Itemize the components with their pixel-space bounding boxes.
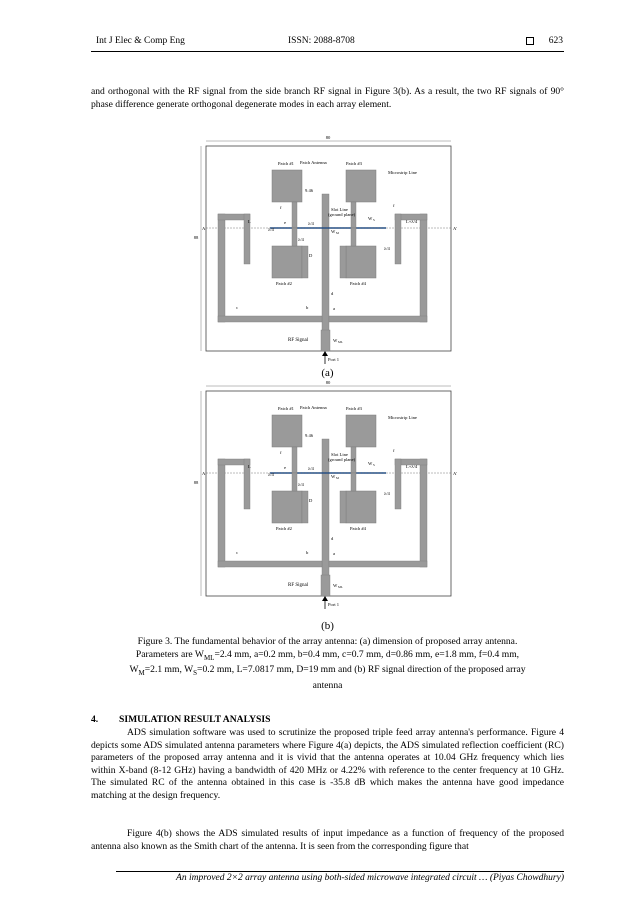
patch-2-feed — [292, 228, 297, 246]
lambda-4-left-label: λ/4 — [267, 472, 274, 477]
L-plus-lambda-label: L+λ/4 — [405, 219, 417, 224]
port-arrow-head — [322, 596, 328, 601]
ws-sub-label: S — [372, 218, 375, 222]
intro-paragraph: and orthogonal with the RF signal from the side branch RF signal in Figure 3(b). As a result, the two RF signals of 90° phase difference generate orthogonal degenerate modes in each array element. — [91, 86, 564, 110]
slot-line-label: Slot Line — [330, 452, 348, 457]
lambda-4-right-label: λ/4 — [383, 246, 390, 251]
width-dimension-label: 80 — [325, 380, 330, 385]
L-label: L — [247, 464, 251, 469]
wm-sub-label: M — [335, 476, 339, 480]
patch-2-feed — [292, 473, 297, 491]
right-branch-bottom — [329, 316, 427, 322]
section-heading: 4. SIMULATION RESULT ANALYSIS — [91, 714, 271, 725]
section-A-prime-label: A' — [452, 226, 457, 231]
running-footer: An improved 2×2 array antenna using both-sided microwave integrated circuit … (Piyas Chowdhury) — [176, 873, 564, 883]
patch-4 — [346, 246, 376, 278]
port-arrow-head — [322, 351, 328, 356]
right-branch-inner — [395, 459, 401, 509]
d-label: d — [330, 536, 333, 541]
right-branch-inner — [395, 214, 401, 264]
d-label: d — [330, 291, 333, 296]
patch-3 — [346, 415, 376, 447]
section-A-label: A — [201, 471, 205, 476]
wm-label: W — [330, 474, 335, 479]
height-dimension-label: 88 — [193, 235, 198, 240]
antenna-diagram-b — [188, 380, 468, 615]
D-label: D — [308, 498, 312, 503]
figure-3b — [91, 380, 564, 615]
page-number: 623 — [548, 36, 563, 46]
patch-4-tab — [340, 246, 346, 278]
section-A-prime-label: A' — [452, 471, 457, 476]
right-branch-vertical — [420, 214, 427, 322]
ground-plane-label: (ground plane) — [327, 212, 355, 217]
L-label: L — [247, 219, 251, 224]
port-feed-line — [321, 575, 330, 596]
patch-3-label: Patch #3 — [345, 161, 362, 166]
ground-plane-label: (ground plane) — [327, 457, 355, 462]
wm-label: W — [330, 229, 335, 234]
rf-signal-label: RF Signal — [287, 583, 308, 588]
b-label: b — [305, 550, 308, 555]
wml-sub-label: ML — [337, 585, 343, 589]
patch-4 — [346, 491, 376, 523]
e-label: e — [283, 220, 286, 225]
patch-4-label: Patch #4 — [349, 281, 366, 286]
dim-946-label: 9.46 — [304, 433, 313, 438]
section-A-label: A — [201, 226, 205, 231]
c-label: c — [235, 550, 238, 555]
patch-1-label: Patch #1 — [277, 161, 294, 166]
right-branch-vertical — [420, 459, 427, 567]
patch-2 — [272, 491, 302, 523]
patch-2-label: Patch #2 — [275, 526, 292, 531]
port-1-label: Port 1 — [327, 602, 339, 607]
rf-signal-label: RF Signal — [287, 338, 308, 343]
left-branch-bottom — [218, 316, 322, 322]
antenna-diagram-a — [188, 134, 468, 376]
D-label: D — [308, 253, 312, 258]
wml-label: W — [332, 583, 337, 588]
height-dimension-label: 88 — [193, 480, 198, 485]
paragraph-smith-chart: Figure 4(b) shows the ADS simulated results of input impedance as a function of frequency of the proposed antenna also known as the Smith chart of the antenna. It is seen from the corresponding figure that — [91, 828, 564, 852]
footer-rule — [116, 871, 564, 872]
patch-3 — [346, 170, 376, 202]
checkbox-icon — [526, 37, 534, 45]
patch-2-tab — [302, 491, 308, 523]
patch-3-label: Patch #3 — [345, 406, 362, 411]
patch-4-label: Patch #4 — [349, 526, 366, 531]
patch-antenna-label: Patch Antenna — [299, 160, 327, 165]
width-dimension-label: 80 — [325, 135, 330, 140]
patch-2-label: Patch #2 — [275, 281, 292, 286]
left-branch-bottom — [218, 561, 322, 567]
ws-label: W — [367, 461, 372, 466]
subcaption-b: (b) — [321, 620, 334, 632]
ws-label: W — [367, 216, 372, 221]
L-plus-lambda-label: L+λ/4 — [405, 464, 417, 469]
left-branch-vertical — [218, 459, 225, 567]
header-rule — [91, 51, 564, 52]
f-label-right: f — [392, 448, 395, 453]
microstrip-line-label: Microstrip Line — [387, 415, 417, 420]
lambda-4-lower-label: λ/4 — [297, 482, 304, 487]
c-label: c — [235, 305, 238, 310]
patch-4-tab — [340, 491, 346, 523]
paragraph-simulation: ADS simulation software was used to scrutinize the proposed triple feed array antenna's performance. Figure 4 depicts some ADS simulated antenna parameters where Figure 4(a) depicts, the ADS simulated reflection coefficient (RC) parameters of the proposed array antenna and it is vivid that the antenna operates at 10.04 GHz frequency which lies within X-band (8-12 GHz) having a bandwidth of 420 MHz or 4.22% with reference to the center frequency at 10 GHz. The simulated RC of the antenna obtained in this case is -35.8 dB which makes the antenna have good impedance matching at the design frequency. — [91, 727, 564, 801]
figure-caption: Figure 3. The fundamental behavior of the array antenna: (a) dimension of proposed array antenna. Parameters are $W_{ML}=2.4$ mm, a=0.2 mm, b=0.4 mm, c=0.7 mm, d=0.86 mm, e=1.8 mm, f=0.4 mm, $W_M=2.1$ mm, $W_S=0.2$ mm, L=7.0817 mm, D=19 mm and (b) RF signal direction of the proposed array antenna — [129, 636, 526, 691]
subcaption-a: (a) — [321, 367, 334, 379]
port-feed-line — [321, 330, 330, 351]
ws-sub-label: S — [372, 463, 375, 467]
patch-1 — [272, 170, 302, 202]
wml-label: W — [332, 338, 337, 343]
lambda-4-mid-label: λ/4 — [307, 466, 314, 471]
port-1-label: Port 1 — [327, 357, 339, 362]
lambda-4-left-label: λ/4 — [267, 227, 274, 232]
right-branch-bottom — [329, 561, 427, 567]
journal-name: Int J Elec & Comp Eng — [96, 36, 185, 46]
e-label: e — [283, 465, 286, 470]
patch-1-feed — [292, 202, 297, 228]
lambda-4-right-label: λ/4 — [383, 491, 390, 496]
wm-sub-label: M — [335, 231, 339, 235]
patch-4-feed — [351, 473, 356, 491]
patch-antenna-label: Patch Antenna — [299, 405, 327, 410]
b-label: b — [305, 305, 308, 310]
patch-1-feed — [292, 447, 297, 473]
patch-2-tab — [302, 246, 308, 278]
issn: ISSN: 2088-8708 — [288, 36, 355, 46]
microstrip-line-label: Microstrip Line — [387, 170, 417, 175]
running-header — [96, 36, 563, 50]
patch-4-feed — [351, 228, 356, 246]
lambda-4-mid-label: λ/4 — [307, 221, 314, 226]
patch-1 — [272, 415, 302, 447]
patch-1-label: Patch #1 — [277, 406, 294, 411]
dim-946-label: 9.46 — [304, 188, 313, 193]
left-branch-vertical — [218, 214, 225, 322]
patch-2 — [272, 246, 302, 278]
lambda-4-lower-label: λ/4 — [297, 237, 304, 242]
f-label-left: f — [279, 450, 282, 455]
f-label-left: f — [279, 205, 282, 210]
slot-line-label: Slot Line — [330, 207, 348, 212]
f-label-right: f — [392, 203, 395, 208]
a-label: a — [332, 551, 335, 556]
wml-sub-label: ML — [337, 340, 343, 344]
a-label: a — [332, 306, 335, 311]
figure-3a — [91, 134, 564, 376]
